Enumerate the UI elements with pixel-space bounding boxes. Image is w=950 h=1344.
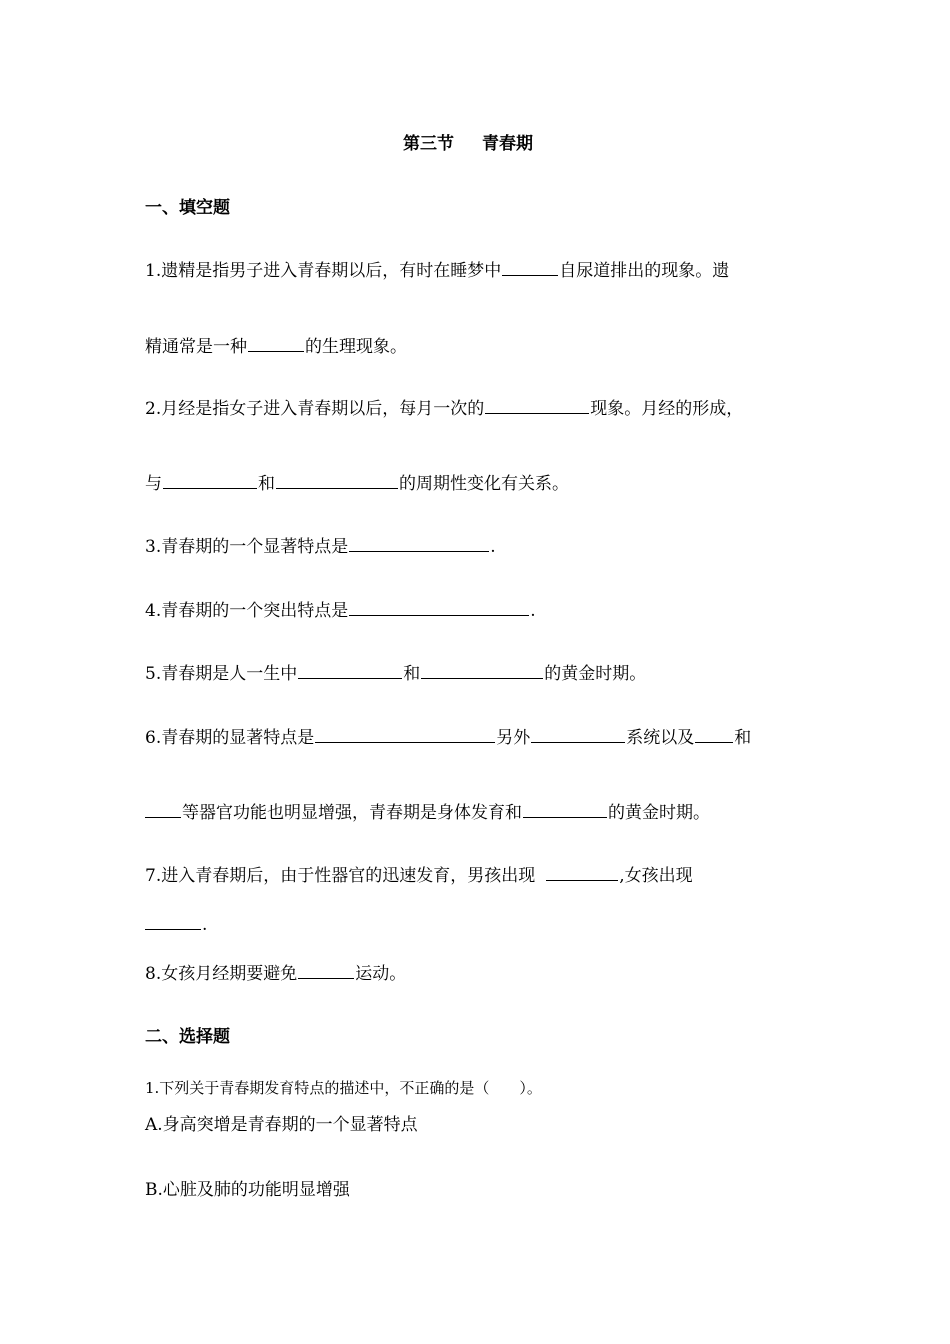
- q4-text-a: 4.青春期的一个突出特点是: [145, 601, 349, 621]
- q6-text-d: 和: [734, 728, 752, 748]
- q1-text-b: 自尿道排出的现象。遗: [559, 261, 730, 281]
- q6-text-f: 的黄金时期。: [608, 803, 710, 823]
- q1-text-d: 的生理现象。: [305, 337, 407, 357]
- question-1-line-2: [145, 335, 407, 358]
- question-2-line-2: [145, 472, 569, 495]
- q6-text-b: 另外: [496, 728, 531, 748]
- answer-blank[interactable]: [421, 662, 543, 679]
- q8-text-b: 运动。: [355, 964, 407, 984]
- answer-blank[interactable]: [485, 397, 589, 414]
- q1-text-a: 1.遗精是指男子进入青春期以后，有时在睡梦中: [145, 261, 502, 281]
- q6-text-e: 等器官功能也明显增强，青春期是身体发育和: [182, 803, 522, 823]
- q7-text-c: .: [202, 915, 208, 935]
- q6-text-a: 6.青春期的显著特点是: [145, 728, 315, 748]
- title-part2: 青春期: [482, 134, 533, 154]
- mc-option-b[interactable]: B.心脏及肺的功能明显增强: [145, 1180, 350, 1200]
- answer-blank[interactable]: [315, 726, 495, 743]
- q7-text-a: 7.进入青春期后，由于性器官的迅速发育，男孩出现: [145, 866, 536, 886]
- q7-text-b: ,女孩出现: [619, 866, 693, 886]
- answer-blank[interactable]: [298, 962, 354, 979]
- answer-blank[interactable]: [349, 535, 489, 552]
- answer-blank[interactable]: [298, 662, 402, 679]
- section-heading-multiple-choice: 二、选择题: [145, 1027, 230, 1047]
- answer-blank[interactable]: [502, 259, 558, 276]
- title-part1: 第三节: [403, 134, 454, 154]
- answer-blank[interactable]: [145, 913, 201, 930]
- answer-blank[interactable]: [546, 864, 618, 881]
- section-heading-fill-blank: 一、填空题: [145, 198, 230, 218]
- q5-text-a: 5.青春期是人一生中: [145, 664, 298, 684]
- q5-text-c: 的黄金时期。: [544, 664, 647, 684]
- question-8: [145, 962, 406, 985]
- q3-text-a: 3.青春期的一个显著特点是: [145, 537, 349, 557]
- q8-text-a: 8.女孩月经期要避免: [145, 964, 298, 984]
- q2-text-a: 2.月经是指女子进入青春期以后，每月一次的: [145, 399, 485, 419]
- question-7-line-2: [145, 913, 207, 936]
- q4-text-b: .: [530, 601, 536, 621]
- question-7-line-1: [145, 864, 693, 887]
- q2-text-d: 和: [258, 474, 275, 494]
- q6-text-c: 系统以及: [626, 728, 695, 748]
- answer-blank[interactable]: [349, 599, 529, 616]
- answer-blank[interactable]: [248, 335, 304, 352]
- answer-blank[interactable]: [276, 472, 398, 489]
- q2-text-b: 现象。月经的形成，: [590, 399, 744, 419]
- question-4: [145, 599, 536, 622]
- question-6-line-2: [145, 801, 710, 824]
- mc-option-a[interactable]: A.身高突增是青春期的一个显著特点: [145, 1115, 418, 1135]
- q5-text-b: 和: [403, 664, 421, 684]
- answer-blank[interactable]: [695, 726, 733, 743]
- question-2-line-1: [145, 397, 743, 420]
- answer-blank[interactable]: [145, 801, 181, 818]
- q1-text-c: 精通常是一种: [145, 337, 247, 357]
- question-5: [145, 662, 646, 685]
- question-3: [145, 535, 496, 558]
- page-title: [403, 133, 533, 155]
- question-6-line-1: [145, 726, 751, 749]
- question-1-line-1: [145, 259, 729, 282]
- q3-text-b: .: [490, 537, 496, 557]
- mc-question-1: 1.下列关于青春期发育特点的描述中，不正确的是（ ）。: [145, 1079, 542, 1097]
- answer-blank[interactable]: [523, 801, 607, 818]
- answer-blank[interactable]: [163, 472, 257, 489]
- q2-text-e: 的周期性变化有关系。: [399, 474, 569, 494]
- answer-blank[interactable]: [531, 726, 625, 743]
- q2-text-c: 与: [145, 474, 162, 494]
